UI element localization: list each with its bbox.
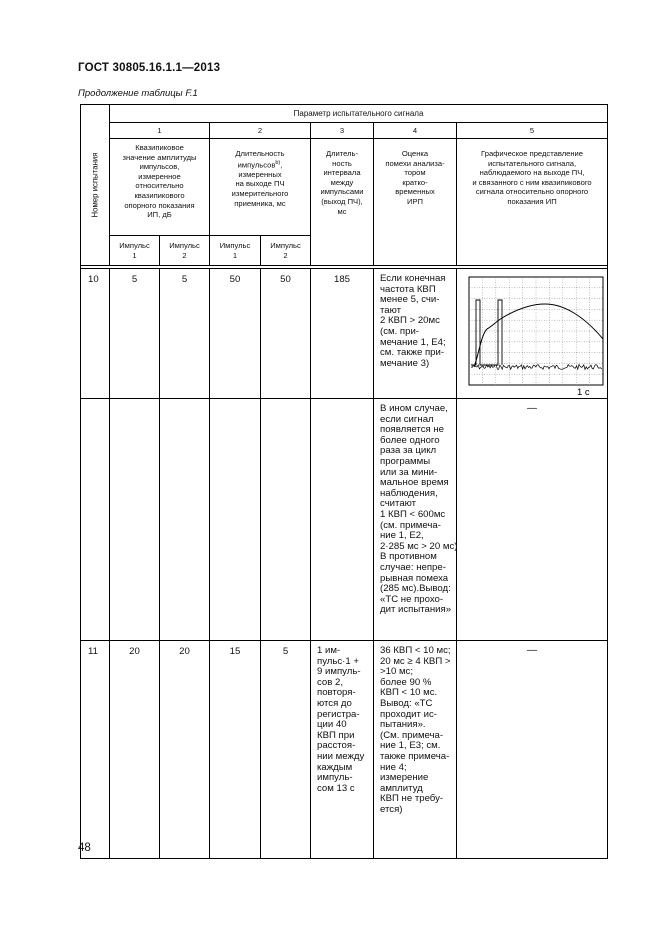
parameter-header: Параметр испытательного сигнала — [110, 105, 608, 123]
test-number-label: Номер испытания — [90, 152, 100, 218]
subheader-amplitude-pulse-2: Импульс 2 — [160, 236, 210, 266]
col-number-3: 3 — [311, 123, 374, 139]
col3-header: Длитель- ность интервала между импульсами (выход ПЧ), мс — [311, 139, 374, 266]
signal-oscillogram — [457, 269, 608, 399]
subheader-amplitude-pulse-1: Импульс 1 — [110, 236, 160, 266]
col4-header: Оценка помехи анализа- тором кратко- временных ИРП — [374, 139, 457, 266]
col2-header: Длительность импульсов$^{b)}$, измеренных на выходе ПЧ измерительного приемника, мс — [210, 139, 311, 236]
col-number-1: 1 — [110, 123, 210, 139]
duration-1-cell: 50 — [210, 269, 261, 399]
table-row — [81, 641, 608, 859]
test-signal-table — [80, 104, 608, 859]
page-number: 48 — [78, 842, 91, 854]
col-number-2: 2 — [210, 123, 311, 139]
test-number-cell: 11 — [81, 641, 110, 859]
interval-cell: 185 — [311, 269, 374, 399]
subheader-duration-pulse-2: Импульс 2 — [261, 236, 311, 266]
assessment-cell: 36 КВП < 10 мс; 20 мс ≥ 4 КВП > >10 мс; более 90 % КВП < 10 мс. Вывод: «ТС проходит ис- пытания». (См. примеча- ние 1, Е3; см. также примеча- ние 4; измерение амплитуд КВП не требу- ется) — [374, 641, 457, 859]
empty-cell — [311, 399, 374, 641]
duration-2-cell: 50 — [261, 269, 311, 399]
table-caption: Продолжение таблицы F.1 — [78, 88, 198, 99]
test-number-header — [81, 105, 110, 266]
amplitude-2-cell: 20 — [160, 641, 210, 859]
signal-graph-cell — [457, 269, 608, 399]
empty-cell — [160, 399, 210, 641]
empty-cell — [110, 399, 160, 641]
table-row — [81, 399, 608, 641]
amplitude-2-cell: 5 — [160, 269, 210, 399]
table-row — [81, 269, 608, 399]
document-title: ГОСТ 30805.16.1.1—2013 — [78, 62, 221, 74]
duration-2-cell: 5 — [261, 641, 311, 859]
empty-cell — [210, 399, 261, 641]
duration-1-cell: 15 — [210, 641, 261, 859]
interval-cell: 1 им- пульс·1 + 9 импуль- сов 2, повторя- ются до регистра- ции 40 КВП при расстоя- нии между каждым импуль- сом 13 с — [311, 641, 374, 859]
col-number-5: 5 — [457, 123, 608, 139]
empty-cell — [81, 399, 110, 641]
graph-time-label: 1 с — [577, 387, 590, 398]
col1-header: Квазипиковое значение амплитуды импульсов, измеренное относительно квазипикового опорного показания ИП, дБ — [110, 139, 210, 236]
col-number-4: 4 — [374, 123, 457, 139]
test-number-cell: 10 — [81, 269, 110, 399]
graph-dash-cell: — — [457, 399, 608, 641]
amplitude-1-cell: 5 — [110, 269, 160, 399]
subheader-duration-pulse-1: Импульс 1 — [210, 236, 261, 266]
amplitude-1-cell: 20 — [110, 641, 160, 859]
col5-header: Графическое представление испытательного сигнала, наблюдаемого на выходе ПЧ, и связанного с ним квазипикового сигнала относительно опорного показания ИП — [457, 139, 608, 266]
empty-cell — [261, 399, 311, 641]
graph-dash-cell: — — [457, 641, 608, 859]
assessment-cell: В ином случае, если сигнал появляется не более одного раза за цикл программы или за мини- мальное время наблюдения, считают 1 КВП < 600мс (см. примеча- ние 1, Е2, 2·285 мс > 20 мс) В противном случае: непре- рывная помеха (285 мс).Вывод: «ТС не прохо- дит испытания» — [374, 399, 457, 641]
assessment-cell: Если конечная частота КВП менее 5, счи- тают 2 КВП > 20мс (см. при- мечание 1, Е4; см. также при- мечание 3) — [374, 269, 457, 399]
